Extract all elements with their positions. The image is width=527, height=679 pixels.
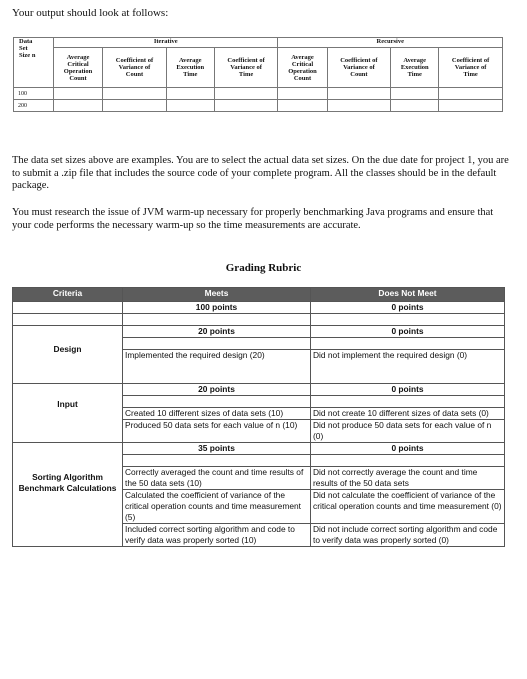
criteria-input: Input <box>13 384 123 443</box>
input-not-item: Did not produce 50 data sets for each value of n (0) <box>311 420 505 443</box>
header-criteria: Criteria <box>13 288 123 302</box>
design-not-item: Did not implement the required design (0) <box>311 350 505 384</box>
header-does-not-meet: Does Not Meet <box>311 288 505 302</box>
input-not-item: Did not create 10 different sizes of data sets (0) <box>311 408 505 420</box>
design-not-points: 0 points <box>311 326 505 338</box>
group-recursive: Recursive <box>278 38 503 48</box>
meets-total-points: 100 points <box>123 302 311 314</box>
design-meets-item: Implemented the required design (20) <box>123 350 311 384</box>
table-row <box>14 100 503 112</box>
sorting-not-points: 0 points <box>311 443 505 455</box>
rubric-title: Grading Rubric <box>225 262 302 274</box>
size-header <box>14 38 54 88</box>
column-header: Coefficient of Variance of Time <box>214 48 278 88</box>
sorting-not-item: Did not include correct sorting algorithm and code to verify data was properly sorted (0) <box>311 524 505 547</box>
size-header-line: Set <box>19 45 28 52</box>
not-meet-total-points: 0 points <box>311 302 505 314</box>
criteria-design: Design <box>13 326 123 384</box>
size-header-line: Size n <box>19 52 36 59</box>
grading-rubric-table <box>12 287 505 547</box>
sorting-meets-item: Calculated the coefficient of variance of the critical operation counts and time measurement (5) <box>123 490 311 524</box>
table-row <box>14 88 503 100</box>
sorting-meets-item: Included correct sorting algorithm and code to verify data was properly sorted (10) <box>123 524 311 547</box>
size-header-line: Data <box>19 38 33 45</box>
row-size: 200 <box>14 100 54 112</box>
design-meets-points: 20 points <box>123 326 311 338</box>
intro-text: Your output should look at follows: <box>12 7 169 19</box>
column-header: Coefficient of Variance of Time <box>439 48 503 88</box>
column-header: Average Critical Operation Count <box>54 48 103 88</box>
sample-output-table <box>13 37 503 112</box>
column-header: Average Execution Time <box>166 48 214 88</box>
sorting-meets-points: 35 points <box>123 443 311 455</box>
input-meets-item: Created 10 different sizes of data sets (10) <box>123 408 311 420</box>
input-meets-item: Produced 50 data sets for each value of n (10) <box>123 420 311 443</box>
input-meets-points: 20 points <box>123 384 311 396</box>
column-header: Average Critical Operation Count <box>278 48 327 88</box>
sorting-meets-item: Correctly averaged the count and time results of the 50 data sets (10) <box>123 467 311 490</box>
paragraph-data-sets: The data set sizes above are examples. You are to select the actual data set sizes. On the due date for project 1, you are to submit a .zip file that includes the source code of your complete program. All the classes should be in the default package. <box>12 155 509 191</box>
criteria-sorting: Sorting Algorithm Benchmark Calculations <box>13 443 123 547</box>
column-header: Average Execution Time <box>391 48 439 88</box>
sorting-not-item: Did not correctly average the count and time results of the 50 data sets <box>311 467 505 490</box>
paragraph-jvm-warmup: You must research the issue of JVM warm-up necessary for properly benchmarking Java programs and ensure that your code performs the necessary warm-up so the time measurements are accurate. <box>12 207 494 231</box>
header-meets: Meets <box>123 288 311 302</box>
sorting-not-item: Did not calculate the coefficient of variance of the critical operation counts and time measurement (0) <box>311 490 505 524</box>
input-not-points: 0 points <box>311 384 505 396</box>
column-header: Coefficient of Variance of Count <box>327 48 391 88</box>
group-iterative: Iterative <box>54 38 278 48</box>
column-header: Coefficient of Variance of Count <box>103 48 167 88</box>
row-size: 100 <box>14 88 54 100</box>
